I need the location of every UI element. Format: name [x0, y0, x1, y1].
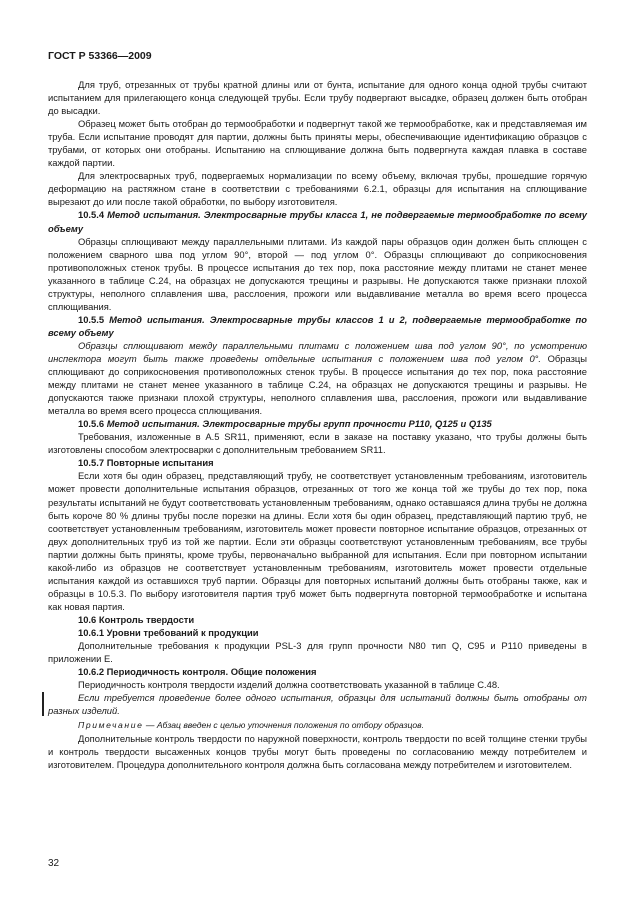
document-page	[48, 0, 587, 913]
section-title: Метод испытания. Электросварные трубы классов 1 и 2, подвергаемые термообработке по всему объему	[48, 313, 588, 338]
section-heading-10-6-1: 10.6.1 Уровни требований к продукции	[78, 626, 259, 638]
paragraph: Периодичность контроля твердости изделий должна соответствовать указанной в таблице С.48.	[78, 679, 500, 691]
paragraph: Образцы сплющивают между параллельными плитами. Из каждой пары образцов один должен быть сплющен с положением сварного шва под углом 90°, второй — под углом 0°. Образцы сплющивают до соприкосновения противоположных стенок трубы. В процессе испытания до тех пор, пока расстояние между плитами не станет менее указанного в таблице С.24, на образцах не допускаются трещины и разрывы. Не допускаются также признаки плохой структуры, неполного сплавления шва, расслоения, прожоги или выдавливание металла во время всего процесса сплющивания.	[48, 235, 587, 312]
paragraph	[48, 339, 587, 417]
note-label: Примечание	[78, 720, 144, 731]
paragraph: Дополнительные контроль твердости по наружной поверхности, контроль твердости по всей толщине стенки трубы и контроль твердости высаженных концов трубы могут быть проведены по согласованию между потребителем и изготовителем. Процедура дополнительного контроля должна быть согласована между потребителем и изготовителем.	[48, 733, 587, 771]
document-body	[48, 78, 587, 771]
section-number: 10.5.6	[78, 418, 105, 430]
section-heading-10-6-2: 10.6.2 Периодичность контроля. Общие положения	[78, 666, 317, 678]
paragraph: Если хотя бы один образец, представляющий трубу, не соответствует установленным требованиям, изготовитель может провести дополнительные испытания образцов, отрезанных от того же конца той же трубы до тех пор, пока результаты испытаний не будут соответствовать установленным требованиям, однако оставшаяся длина трубы не должна быть короче 80 % длины трубы после порезки на длины. Если хотя бы один образец, представляющий партию труб, не соответствует установленным требованиям, изготовитель может провести повторное испытание образцов, отрезанных от двух дополнительных труб из той же партии. Если эти образцы соответствуют установленным требованиям, все трубы партии должны быть приняты, кроме трубы, первоначально выбранной для испытания. Если при повторном испытании какой-либо из образцов не соответствует установленным требованиям, изготовитель может провести отдельные испытания каждой из оставшихся труб партии. Образцы для повторных испытаний должны быть отобраны также, как и образцы в 10.5.3. По выбору изготовителя партия труб может быть подвергнута повторной термообработке и испытана как новая партия.	[48, 470, 587, 612]
section-heading-10-6: 10.6 Контроль твердости	[78, 613, 195, 625]
section-heading-10-5-7	[48, 456, 587, 469]
paragraph: Для электросварных труб, подвергаемых нормализации по всему объему, включая трубы, прошедшие горячую деформацию на растяжном стане в соответствии с требованиями 6.2.1, образцы для испытания на сплющивание вырезают до или после такой обработки, по выбору изготовителя.	[48, 170, 587, 208]
section-number: 10.5.5	[78, 313, 105, 325]
body-text: Образцы сплющивают до соприкосновения противоположных стенок трубы. В процессе испытания до тех пор, пока расстояние между плитами не станет менее указанного в таблице С.24, на образцах не допускаются трещины и разрывы. Не допускаются также признаки плохой структуры, неполного сплавления шва, расслоения, прожоги или выдавливание металла во время всего процесса сплющивания.	[48, 352, 587, 417]
section-title: Повторные испытания	[106, 457, 214, 469]
page-number: 32	[48, 858, 60, 869]
italic-text: Образцы сплющивают между параллельными плитами с положением шва под углом 90°, по усмотрению инспектора могут быть также проведены отдельные испытания с положением шва под углом 0°.	[48, 339, 587, 364]
paragraph: Для труб, отрезанных от трубы кратной длины или от бунта, испытание для одного конца одной трубы считают испытанием для прилегающего конца следующей трубы. Если трубу подвергают высадке, образец должен быть отобран до высадки.	[48, 79, 587, 117]
section-title: Метод испытания. Электросварные трубы групп прочности P110, Q125 и Q135	[106, 418, 492, 430]
note	[48, 719, 587, 732]
paragraph: Образец может быть отобран до термообработки и подвергнут такой же термообработке, как и представляемая им труба. Если испытание проводят для партии, должны быть приняты меры, обеспечивающие идентификацию образцов с трубами, от которых они отобраны. Испытанию на сплющивание должна быть подвергнута каждая плавка в составе каждой партии.	[48, 118, 587, 169]
section-number: 10.5.7	[78, 457, 105, 469]
section-heading-10-5-5	[48, 313, 587, 339]
section-title: Метод испытания. Электросварные трубы класса 1, не подвергаемые термообработке по всему объему	[48, 209, 587, 234]
paragraph: Требования, изложенные в А.5 SR11, применяют, если в заказе на поставку указано, что трубы должны быть изготовлены способом электросварки с дополнительным требованием SR11.	[48, 431, 587, 456]
document-header: ГОСТ Р 53366—2009	[48, 50, 152, 62]
paragraph-changed: Если требуется проведение более одного испытания, образцы для испытаний должны быть отобраны от разных изделий.	[48, 692, 587, 717]
section-heading-10-5-6	[48, 417, 587, 430]
note-text: — Абзац введен с целью уточнения положения по отбору образцов.	[145, 720, 425, 731]
section-heading-10-5-4	[48, 208, 587, 234]
section-number: 10.5.4	[78, 209, 105, 221]
paragraph: Дополнительные требования к продукции PSL-3 для групп прочности N80 тип Q, С95 и Р110 приведены в приложении Е.	[48, 640, 587, 665]
